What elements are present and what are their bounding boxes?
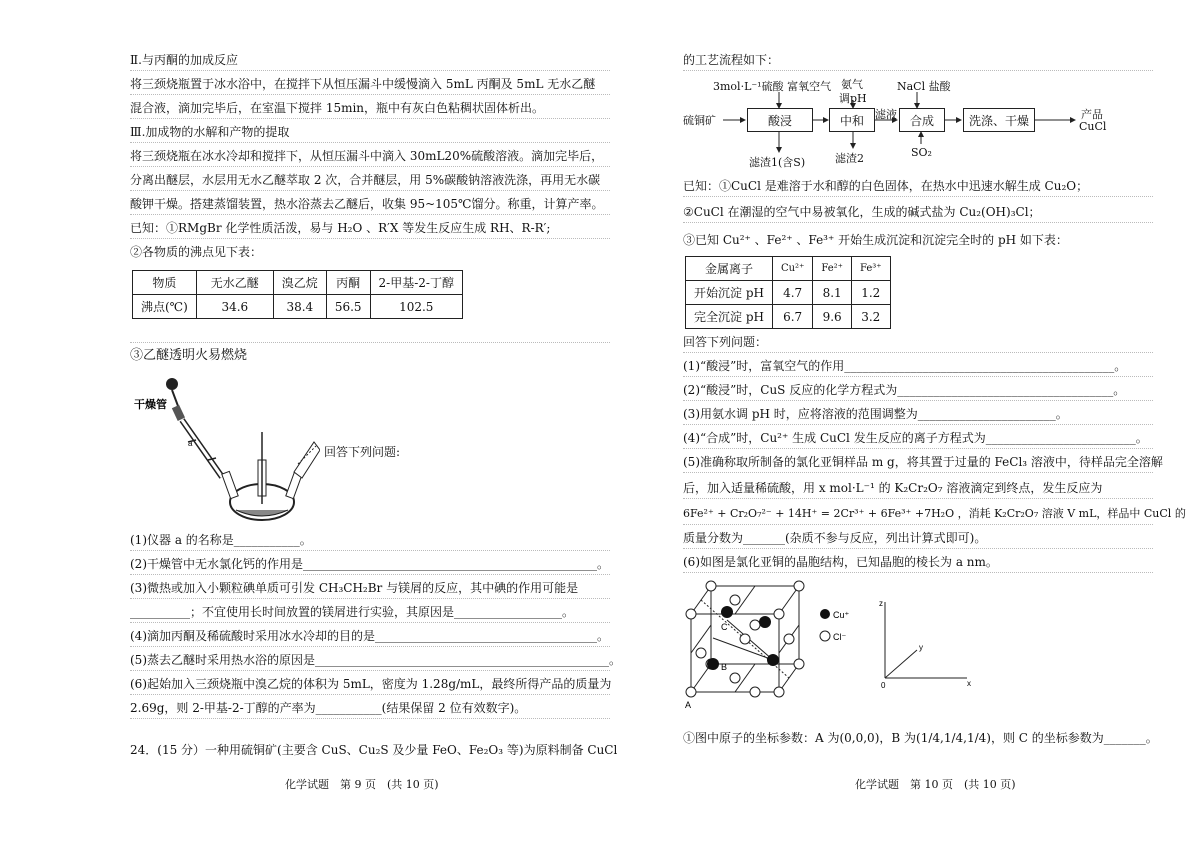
text-line: 分离出醚层，水层用无水乙醚萃取 2 次，合并醚层，用 5%碳酸钠溶液洗涤，再用无水碳 <box>130 173 601 187</box>
label-a: a <box>188 439 193 448</box>
table-header: Fe²⁺ <box>813 257 852 281</box>
page-footer: 化学试题 第 10 页 (共 10 页) <box>855 778 1016 791</box>
table-cell: 38.4 <box>273 295 326 319</box>
text-line: 6Fe²⁺ + Cr₂O₇²⁻ + 14H⁺ = 2Cr³⁺ + 6Fe³⁺ +7H₂O ，消耗 K₂Cr₂O₇ 溶液 V mL，样品中 CuCl 的 <box>683 507 1186 520</box>
question-6b: 2.69g，则 2-甲基-2-丁醇的产率为___________(结果保留 2 位有效数字)。 <box>130 701 527 715</box>
table-cell: 6.7 <box>772 305 812 329</box>
text-line: 将三颈烧瓶在冰水冷却和搅拌下，从恒压漏斗中滴入 30mL20%硫酸溶液。滴加完毕后， <box>130 149 604 163</box>
reagent-label: 氨气 <box>841 78 863 91</box>
question-4: (4)滴加丙酮及稀硫酸时采用冰水冷却的目的是_____________________________________。 <box>130 629 609 643</box>
table-cell: 沸点(℃) <box>133 295 197 319</box>
text-line: 的工艺流程如下： <box>683 53 780 67</box>
legend-cu: Cu⁺ <box>833 610 850 620</box>
known-3: ③已知 Cu²⁺ 、Fe²⁺ 、Fe³⁺ 开始生成沉淀和沉淀完全时的 pH 如下表： <box>683 233 1068 247</box>
text-line: Ⅱ.与丙酮的加成反应 <box>130 53 238 67</box>
question-24: 24．(15 分）一种用硫铜矿(主要含 CuS、Cu₂S 及少量 FeO、Fe₂O₃ 等)为原料制备 CuCl <box>130 743 618 757</box>
text-line: Ⅲ.加成物的水解和产物的提取 <box>130 125 290 139</box>
table-cell: 9.6 <box>813 305 852 329</box>
label-b: B <box>721 662 728 672</box>
page-footer: 化学试题 第 9 页 (共 10 页) <box>285 778 439 791</box>
product-label: CuCl <box>1079 120 1107 133</box>
text-line: (4)“合成”时，Cu²⁺ 生成 CuCl 发生反应的离子方程式为_________________________。 <box>683 431 1148 445</box>
text-line: (2)“酸浸”时，CuS 反应的化学方程式为____________________________________。 <box>683 383 1126 397</box>
text-line: ②各物质的沸点见下表： <box>130 245 263 259</box>
table-cell: 3.2 <box>851 305 890 329</box>
label-c: C <box>721 622 728 632</box>
table-cell: 8.1 <box>813 281 852 305</box>
apparatus-diagram <box>130 372 320 522</box>
boiling-point-table <box>132 270 463 319</box>
last-question: ①图中原子的坐标参数：A 为(0,0,0)，B 为(1/4,1/4,1/4)，则 C 的坐标参数为_______。 <box>683 731 1158 745</box>
question-2: (2)干燥管中无水氯化钙的作用是_________________________________________________。 <box>130 557 609 571</box>
so2-label: SO₂ <box>911 146 932 159</box>
text-line: 已知：①RMgBr 化学性质活泼，易与 H₂O 、R′X 等发生反应生成 RH、R-R′; <box>130 221 551 235</box>
known-2: ②CuCl 在潮湿的空气中易被氧化，生成的碱式盐为 Cu₂(OH)₃Cl； <box>683 205 1041 219</box>
text-line: (5)准确称取所制备的氯化亚铜样品 m g，将其置于过量的 FeCl₃ 溶液中，待样品完全溶解 <box>683 455 1163 469</box>
text-line: 混合液，滴加完毕后，在室温下搅拌 15min，瓶中有灰白色粘稠状固体析出。 <box>130 101 545 115</box>
crystal-cell-diagram <box>683 580 983 710</box>
note-3: ③乙醚透明火易燃烧 <box>130 348 248 363</box>
ph-table <box>685 256 891 329</box>
table-header: 2-甲基-2-丁醇 <box>370 271 462 295</box>
known-1: 已知：①CuCl 是难溶于水和醇的白色固体，在热水中迅速水解生成 Cu₂O； <box>683 179 1089 193</box>
product-label: 产品 <box>1081 108 1103 121</box>
text-line: (6)如图是氯化亚铜的晶胞结构，已知晶胞的棱长为 a nm。 <box>683 555 998 569</box>
text-line: 后，加入适量稀硫酸，用 x mol·L⁻¹ 的 K₂Cr₂O₇ 溶液滴定到终点，发生反应为 <box>683 481 1103 495</box>
legend-cl: Cl⁻ <box>833 632 847 642</box>
axis-origin: 0 <box>881 681 886 690</box>
table-cell: 56.5 <box>326 295 370 319</box>
text-line: 将三颈烧瓶置于冰水浴中，在搅拌下从恒压漏斗中缓慢滴入 5mL 丙酮及 5mL 无水乙醚 <box>130 77 596 91</box>
reagent-label: 调pH <box>839 92 867 105</box>
drying-tube-label: 干燥管 <box>134 399 167 411</box>
table-cell: 开始沉淀 pH <box>686 281 773 305</box>
question-1: (1)仪器 a 的名称是___________。 <box>130 533 312 547</box>
question-5: (5)蒸去乙醚时采用热水浴的原因是_________________________________________________。 <box>130 653 621 667</box>
question-3: (3)微热或加入小颗粒碘单质可引发 CH₃CH₂Br 与镁屑的反应，其中碘的作用可能是 <box>130 581 579 595</box>
text-line: 质量分数为_______(杂质不参与反应，列出计算式即可)。 <box>683 531 987 545</box>
text-line: (3)用氨水调 pH 时，应将溶液的范围调整为_______________________。 <box>683 407 1068 421</box>
table-header: Fe³⁺ <box>851 257 890 281</box>
axis-x: x <box>967 679 971 688</box>
axis-z: z <box>879 599 883 608</box>
answer-prompt: 回答下列问题: <box>324 445 401 459</box>
text-line: (1)“酸浸”时，富氧空气的作用_____________________________________________。 <box>683 359 1127 373</box>
reagent-label: 3mol·L⁻¹硫酸 富氧空气 <box>713 80 832 93</box>
table-header: 无水乙醚 <box>196 271 273 295</box>
table-cell: 4.7 <box>772 281 812 305</box>
table-header: 金属离子 <box>686 257 773 281</box>
table-header: 丙酮 <box>326 271 370 295</box>
step-synthesis: 合成 <box>899 108 945 132</box>
table-cell: 1.2 <box>851 281 890 305</box>
table-header: 物质 <box>133 271 197 295</box>
table-header: 溴乙烷 <box>273 271 326 295</box>
residue-label: 滤渣1(含S) <box>749 156 806 169</box>
text-line: 回答下列问题： <box>683 335 768 349</box>
start-label: 硫铜矿 <box>683 114 716 127</box>
step-neutralize: 中和 <box>829 108 875 132</box>
label-a: A <box>685 700 692 710</box>
residue-label: 滤渣2 <box>835 152 864 165</box>
filtrate-label: 滤液 <box>875 108 897 121</box>
question-3b: __________；不宜使用长时间放置的镁屑进行实验，其原因是__________________。 <box>130 605 575 619</box>
table-cell: 34.6 <box>196 295 273 319</box>
text-line: 酸钾干燥。搭建蒸馏装置，热水浴蒸去乙醚后，收集 95~105℃馏分。称重，计算产率。 <box>130 197 604 211</box>
question-6: (6)起始加入三颈烧瓶中溴乙烷的体积为 5mL，密度为 1.28g/mL，最终所得产品的质量为 <box>130 677 612 691</box>
axis-y: y <box>919 643 923 652</box>
reagent-label: NaCl 盐酸 <box>897 80 951 93</box>
step-acid-leach: 酸浸 <box>747 108 813 132</box>
process-flowchart <box>683 74 1153 169</box>
table-header: Cu²⁺ <box>772 257 812 281</box>
table-cell: 102.5 <box>370 295 462 319</box>
step-wash-dry: 洗涤、干燥 <box>963 108 1035 132</box>
table-cell: 完全沉淀 pH <box>686 305 773 329</box>
